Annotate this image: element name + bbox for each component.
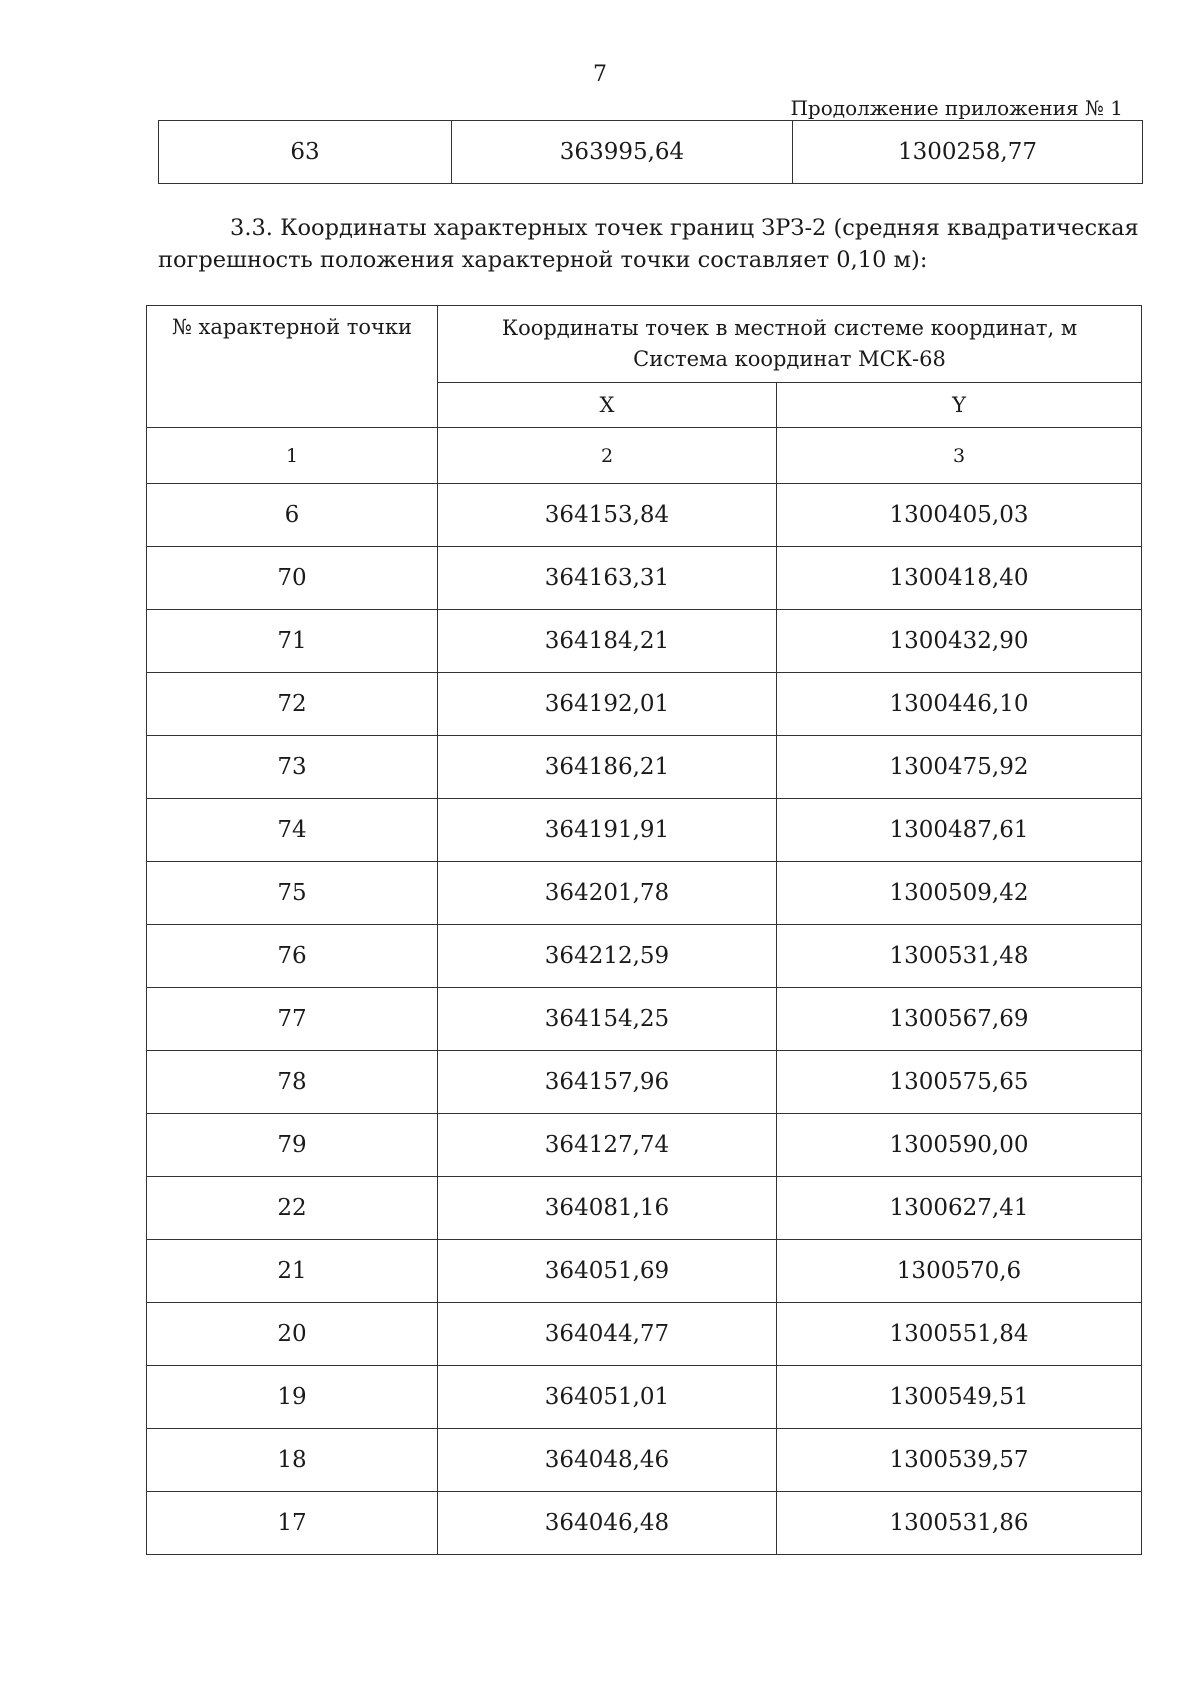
table-row <box>147 736 1142 799</box>
y-cell: 1300539,57 <box>777 1429 1142 1492</box>
y-cell: 1300551,84 <box>777 1303 1142 1366</box>
x-cell: 364157,96 <box>438 1051 777 1114</box>
point-cell: 6 <box>147 484 438 547</box>
colnum-2: 2 <box>438 428 777 484</box>
y-cell: 1300590,00 <box>777 1114 1142 1177</box>
x-cell: 364191,91 <box>438 799 777 862</box>
x-cell: 363995,64 <box>452 121 793 184</box>
table-row <box>147 1492 1142 1555</box>
data-rows <box>147 484 1142 1555</box>
x-cell: 364154,25 <box>438 988 777 1051</box>
y-cell: 1300432,90 <box>777 610 1142 673</box>
header-coordinates <box>438 306 1142 383</box>
y-cell: 1300567,69 <box>777 988 1142 1051</box>
header-coordinates-line1: Координаты точек в местной системе координат, м <box>501 316 1078 340</box>
table-row <box>147 1240 1142 1303</box>
point-cell: 18 <box>147 1429 438 1492</box>
table-row <box>147 1051 1142 1114</box>
y-cell: 1300531,48 <box>777 925 1142 988</box>
x-cell: 364184,21 <box>438 610 777 673</box>
point-cell: 79 <box>147 1114 438 1177</box>
y-cell: 1300509,42 <box>777 862 1142 925</box>
header-coordinates-line2: Система координат МСК-68 <box>633 347 946 371</box>
point-cell: 72 <box>147 673 438 736</box>
x-cell: 364051,69 <box>438 1240 777 1303</box>
point-cell: 75 <box>147 862 438 925</box>
y-cell: 1300475,92 <box>777 736 1142 799</box>
top-continuation-table <box>158 120 1143 184</box>
point-cell: 70 <box>147 547 438 610</box>
x-cell: 364127,74 <box>438 1114 777 1177</box>
table-row <box>147 547 1142 610</box>
header-row <box>147 306 1142 383</box>
table-row <box>147 610 1142 673</box>
y-cell: 1300575,65 <box>777 1051 1142 1114</box>
x-cell: 364153,84 <box>438 484 777 547</box>
y-cell: 1300627,41 <box>777 1177 1142 1240</box>
table-row <box>147 484 1142 547</box>
x-cell: 364046,48 <box>438 1492 777 1555</box>
continuation-label: Продолжение приложения № 1 <box>790 96 1123 120</box>
coordinates-table <box>146 305 1142 1555</box>
point-cell: 77 <box>147 988 438 1051</box>
colnum-3: 3 <box>777 428 1142 484</box>
section-heading: 3.3. Координаты характерных точек границ ЗРЗ-2 (средняя квадратическая погрешность положения характерной точки составляет 0,10 м): <box>158 215 1139 273</box>
column-number-row <box>147 428 1142 484</box>
point-cell: 73 <box>147 736 438 799</box>
point-cell: 71 <box>147 610 438 673</box>
point-cell: 17 <box>147 1492 438 1555</box>
point-cell: 19 <box>147 1366 438 1429</box>
point-cell: 22 <box>147 1177 438 1240</box>
table-row <box>147 1429 1142 1492</box>
table-row <box>147 862 1142 925</box>
header-y: Y <box>777 383 1142 428</box>
table-row <box>147 799 1142 862</box>
table-row <box>147 1177 1142 1240</box>
table-row <box>159 121 1143 184</box>
x-cell: 364186,21 <box>438 736 777 799</box>
page-number: 7 <box>593 62 607 87</box>
y-cell: 1300570,6 <box>777 1240 1142 1303</box>
point-cell: 20 <box>147 1303 438 1366</box>
table-row <box>147 673 1142 736</box>
table-row <box>147 1303 1142 1366</box>
table-row <box>147 988 1142 1051</box>
x-cell: 364212,59 <box>438 925 777 988</box>
x-cell: 364048,46 <box>438 1429 777 1492</box>
colnum-1: 1 <box>147 428 438 484</box>
y-cell: 1300446,10 <box>777 673 1142 736</box>
y-cell: 1300531,86 <box>777 1492 1142 1555</box>
y-cell: 1300549,51 <box>777 1366 1142 1429</box>
table-row <box>147 1366 1142 1429</box>
table-row <box>147 1114 1142 1177</box>
y-cell: 1300418,40 <box>777 547 1142 610</box>
header-point: № характерной точки <box>147 306 438 428</box>
table-row <box>147 925 1142 988</box>
point-cell: 21 <box>147 1240 438 1303</box>
point-cell: 76 <box>147 925 438 988</box>
x-cell: 364051,01 <box>438 1366 777 1429</box>
y-cell: 1300405,03 <box>777 484 1142 547</box>
x-cell: 364201,78 <box>438 862 777 925</box>
x-cell: 364163,31 <box>438 547 777 610</box>
header-x: X <box>438 383 777 428</box>
point-cell: 63 <box>159 121 452 184</box>
x-cell: 364044,77 <box>438 1303 777 1366</box>
x-cell: 364192,01 <box>438 673 777 736</box>
point-cell: 78 <box>147 1051 438 1114</box>
y-cell: 1300258,77 <box>793 121 1143 184</box>
x-cell: 364081,16 <box>438 1177 777 1240</box>
point-cell: 74 <box>147 799 438 862</box>
y-cell: 1300487,61 <box>777 799 1142 862</box>
